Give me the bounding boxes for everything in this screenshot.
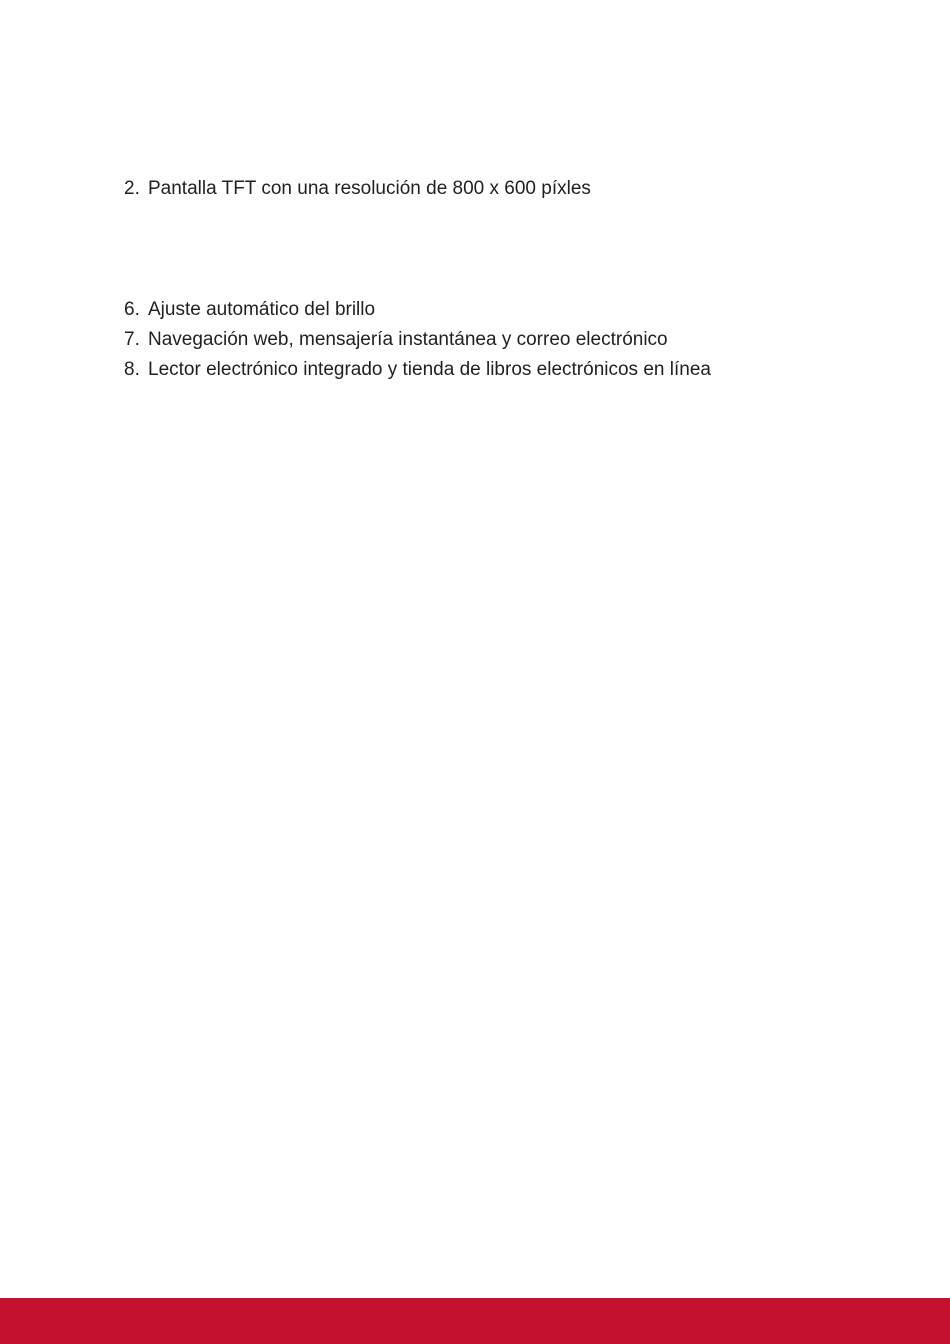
feature-text: Pantalla TFT con una resolución de 800 x 600 píxles [148, 178, 591, 199]
feature-item-7 [124, 328, 668, 352]
feature-number: 7. [124, 329, 140, 350]
feature-number: 8. [124, 359, 140, 380]
feature-number: 2. [124, 178, 140, 199]
feature-item-2 [124, 177, 591, 201]
feature-text: Ajuste automático del brillo [148, 299, 376, 320]
footer-bar [0, 1298, 950, 1344]
feature-item-6 [124, 298, 375, 322]
feature-text: Lector electrónico integrado y tienda de libros electrónicos en línea [148, 359, 711, 380]
feature-text: Navegación web, mensajería instantánea y correo electrónico [148, 329, 668, 350]
feature-number: 6. [124, 299, 140, 320]
feature-item-8 [124, 358, 711, 382]
